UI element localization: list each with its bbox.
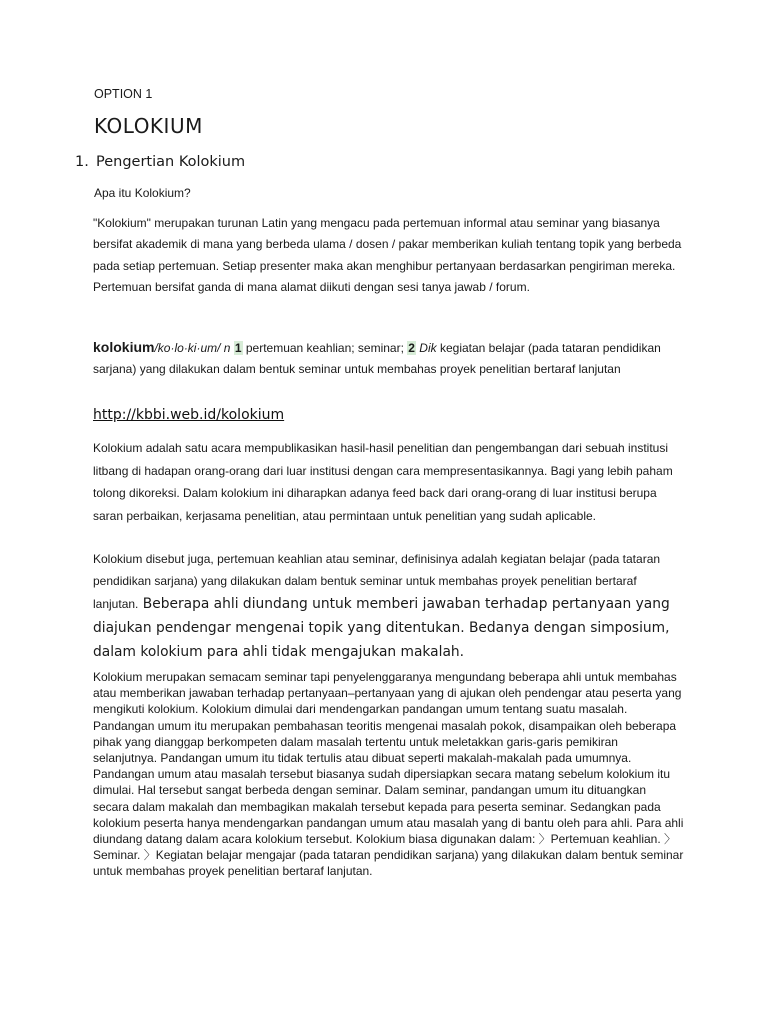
sense-number-1: 1 — [234, 341, 242, 355]
sense-number-2: 2 — [408, 341, 415, 355]
section-number: 1. — [75, 154, 89, 170]
section-heading: Pengertian Kolokium — [96, 154, 246, 170]
paragraph-definition — [93, 548, 685, 664]
page-title: KOLOKIUM — [94, 114, 203, 138]
dictionary-definition — [93, 337, 685, 380]
paragraph-seminar-comparison: Kolokium merupakan semacam seminar tapi penyelenggaranya mengundang beberapa ahli untuk membahas atau memberikan jawaban terhadap pertanyaan–pertanyaan yang di ajukan oleh pendengar atau peserta yang mengikuti kolokium. Kolokium dimulai dari mendengarkan pandangan umum tentang suatu masalah. Pandangan umum itu merupakan pembahasan teoritis mengenai masalah pokok, disampaikan oleh beberapa pihak yang dianggap berkompeten dalam masalah tertentu untuk meletakkan garis-garis pemikiran selanjutnya. Pandangan umum itu tidak tertulis atau dibuat seperti makalah-makalah pada umumnya. Pandangan umum atau masalah tersebut biasanya sudah dipersiapkan secara matang sebelum kolokium itu dimulai. Hal tersebut sangat berbeda dengan seminar. Dalam seminar, pandangan umum itu dituangkan secara dalam makalah dan membagikan makalah tersebut kepada para peserta seminar. Sedangkan pada kolokium peserta hanya mendengarkan pandangan umum atau masalah yang di bantu oleh para ahli. Para ahli diundang datang dalam acara kolokium tersebut. Kolokium biasa digunakan dalam: 〉Pertemuan keahlian. 〉Seminar. 〉Kegiatan belajar mengajar (pada tataran pendidikan sarjana) yang dilakukan dalam bentuk seminar untuk membahas proyek penelitian bertaraf lanjutan. — [93, 670, 684, 879]
sense-1-text: pertemuan keahlian; seminar; — [242, 341, 408, 355]
paragraph-definition-large: Beberapa ahli diundang untuk memberi jawaban terhadap pertanyaan yang diajukan pendengar mengenai topik yang ditentukan. Bedanya dengan simposium, dalam kolokium para ahli tidak mengajukan makalah. — [93, 596, 670, 660]
option-label: OPTION 1 — [94, 87, 153, 101]
sense-2-text: kegiatan belajar (pada tataran pendidikan sarjana) yang dilakukan dalam bentuk seminar untuk membahas proyek penelitian bertaraf lanjutan — [93, 341, 661, 376]
paragraph-intro: "Kolokium" merupakan turunan Latin yang mengacu pada pertemuan informal atau seminar yang biasanya bersifat akademik di mana yang berbeda ulama / dosen / pakar memberikan kuliah tentang topik yang berbeda pada setiap pertemuan. Setiap presenter maka akan menghibur pertanyaan berdasarkan pengiriman mereka. Pertemuan bersifat ganda di mana alamat diikuti dengan sesi tanya jawab / forum. — [93, 216, 682, 294]
definition-keyword: kolokium — [93, 339, 155, 355]
sense-label: Dik — [415, 341, 437, 355]
paragraph-publication: Kolokium adalah satu acara mempublikasikan hasil-hasil penelitian dan pengembangan dari sebuah institusi litbang di hadapan orang-orang dari luar institusi dengan cara mempresentasikannya. Bagi yang lebih paham tolong dikoreksi. Dalam kolokium ini diharapkan adanya feed back dari orang-orang di luar institusi berupa saran perbaikan, kerjasama penelitian, atau permintaan untuk penelitian yang sudah aplicable. — [93, 441, 673, 523]
definition-pronunciation: /ko·lo·ki·um/ n — [154, 341, 231, 355]
paragraph-definition-start: Kolokium disebut juga, pertemuan keahlian atau seminar, definisinya adalah kegiatan belajar (pada tataran pendidikan sarjana) yang dilakukan dalam bentuk seminar untuk membahas proyek penelitian bertaraf lanjutan. — [93, 552, 661, 611]
kbbi-link[interactable]: http://kbbi.web.id/kolokium — [93, 407, 285, 423]
subheading: Apa itu Kolokium? — [94, 186, 191, 200]
